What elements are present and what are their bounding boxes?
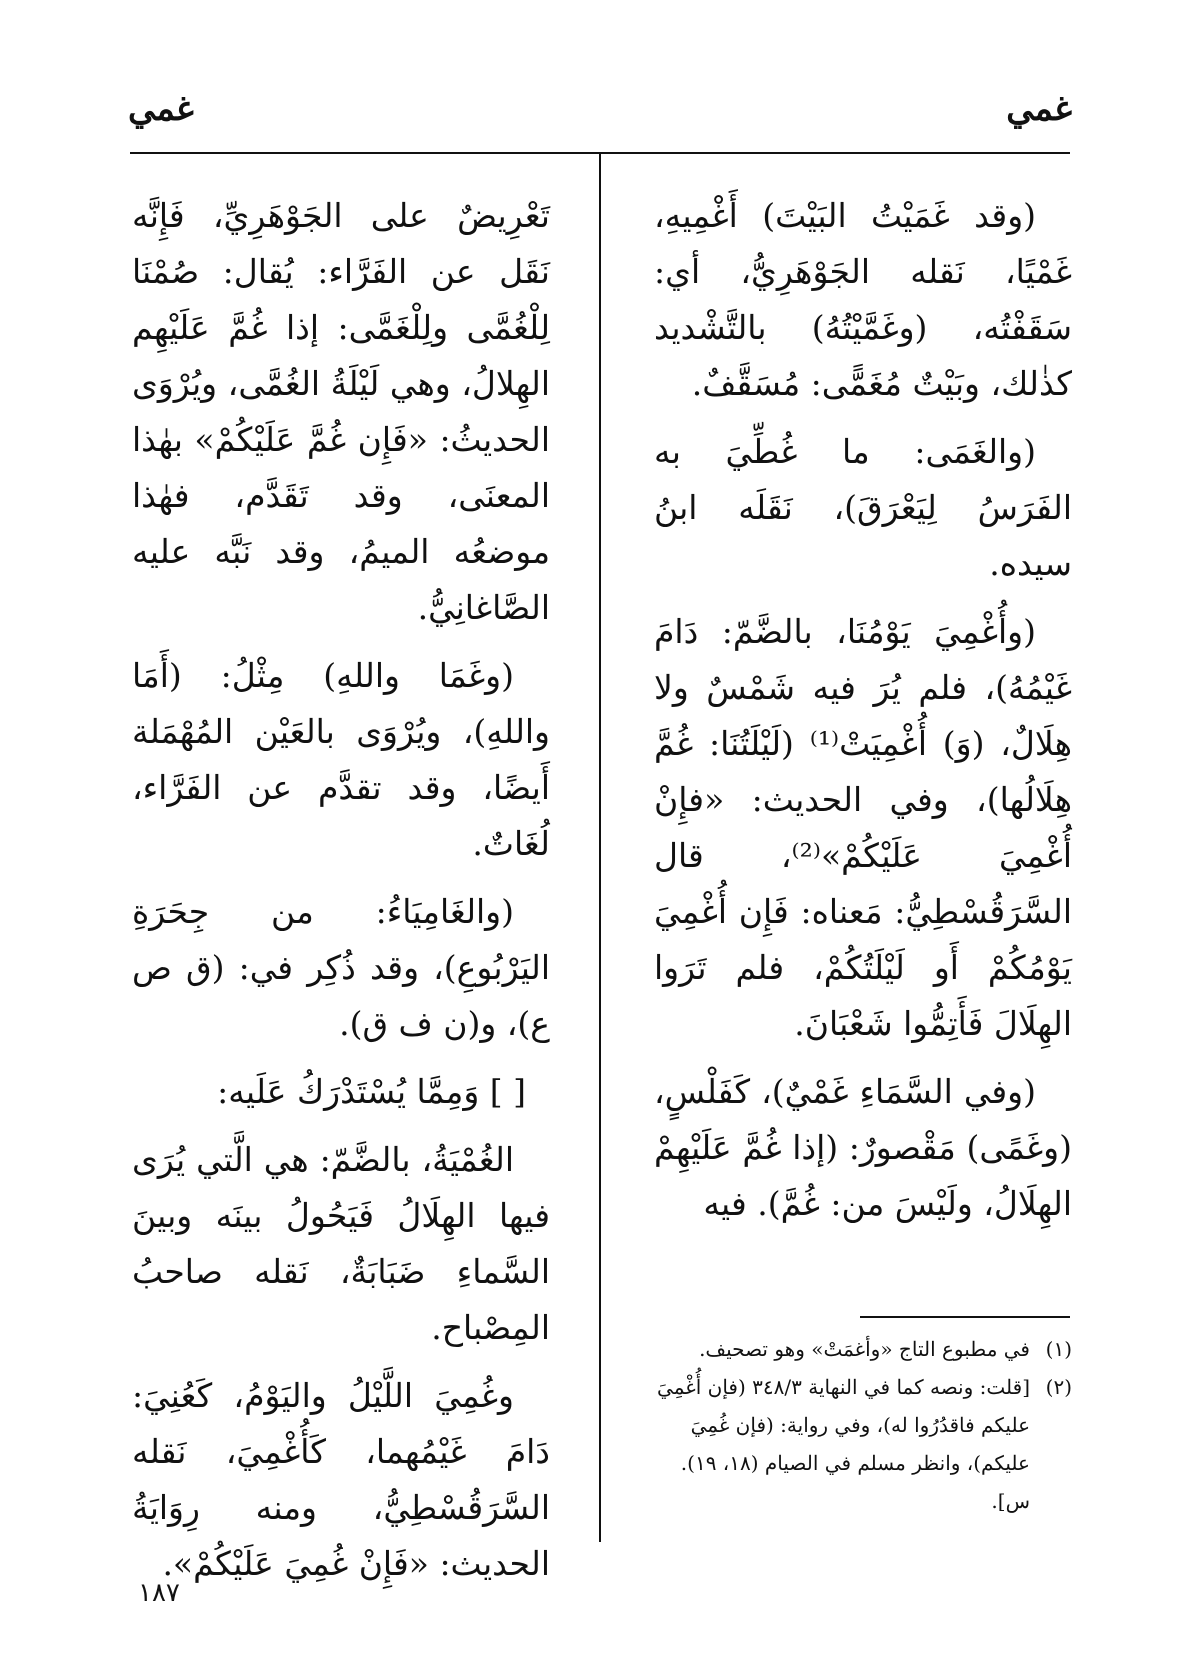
entry-paragraph: (وأُغْمِيَ يَوْمُنَا، بالضَّمّ: دَامَ غَيْمُهُ)، فلم يُرَ فيه شَمْسٌ ولا هِلَالٌ، (وَ) أُغْمِيَتْ⁽¹⁾ (لَيْلَتُنَا: غُمَّ هِلَالُها)، وفي الحديث: «فإِنْ أُغْمِيَ عَلَيْكُمْ»⁽²⁾، قال السَّرَقُسْطِيُّ: مَعناه: فَإِن أُغْمِيَ يَوْمُكُمْ أَو لَيْلَتُكُمْ، فلم تَرَوا الهِلَالَ فَأَتِمُّوا شَعْبَانَ. xyxy=(654,612,1072,1043)
entry-paragraph: (وقد غَمَيْتُ البَيْتَ) أَغْمِيهِ، غَمْيًا، نَقله الجَوْهَرِيُّ، أي: سَقَفْتُه، (وغَمَّيْتُهُ) بالتَّشْديد كذٰلك، وبَيْتٌ مُغَمًّى: مُسَقَّفٌ. xyxy=(654,196,1072,403)
left-column xyxy=(132,188,550,1604)
entry-paragraph: تَعْرِيضٌ على الجَوْهَرِيِّ، فَإِنَّه نَقَل عن الفَرَّاء: يُقال: صُمْنَا لِلْغُمَّى ولِلْغَمَّى: إذا غُمَّ عَلَيْهِم الهِلالُ، وهي لَيْلَةُ الغُمَّى، ويُرْوَى الحديثُ: «فَإِن غُمَّ عَلَيْكُمْ» بهٰذا المعنَى، وقد تَقَدَّم، فهٰذا موضعُه الميمُ، وقد نَبَّه عليه الصَّاغانِيُّ. xyxy=(132,196,550,627)
column-divider xyxy=(599,152,601,1542)
addendum-heading: [ ] وَمِمَّا يُسْتَدْرَكُ عَلَيه: xyxy=(217,1072,526,1111)
right-column xyxy=(654,188,1072,1244)
page-number: ١٨٧ xyxy=(138,1578,180,1608)
header-right-word: غمي xyxy=(1006,89,1072,129)
entry-paragraph: (والغَامِيَاءُ: من جِحَرَةِ اليَرْبُوعِ)، وقد ذُكِر في: (ق ص ع)، و(ن ف ق). xyxy=(132,892,550,1043)
footnote-text: [قلت: ونصه كما في النهاية ٣٤٨/٣ (فإن أُغْمِيَ عليكم فاقدُرُوا له)، وفي رواية: (فإن غُمِيَ عليكم)، وانظر مسلم في الصيام (١٨، ١٩). س]. xyxy=(657,1375,1030,1513)
footnote xyxy=(654,1330,1072,1368)
entry-paragraph: وغُمِيَ اللَّيْلُ واليَوْمُ، كَعُنِيَ: دَامَ غَيْمُهما، كَأُغْمِيَ، نَقله السَّرَقُسْطِيُّ، ومنه رِوَايَةُ الحديث: «فَإِنْ غُمِيَ عَلَيْكُمْ». xyxy=(132,1376,550,1583)
entry-paragraph: (والغَمَى: ما غُطِّيَ به الفَرَسُ لِيَعْرَقَ)، نَقَلَه ابنُ سيده. xyxy=(654,432,1072,583)
footnote-divider xyxy=(860,1316,1070,1318)
entry-paragraph: (وغَمَا واللهِ) مِثْلُ: (أَمَا واللهِ)، ويُرْوَى بالعَيْن المُهْمَلة أَيضًا، وقد تقدَّم عن الفَرَّاء، لُغَاتٌ. xyxy=(132,656,550,863)
entry-paragraph: (وفي السَّمَاءِ غَمْيٌ)، كَفَلْسٍ، (وغَمًى) مَقْصورٌ: (إذا غُمَّ عَلَيْهِمْ الهِلَالُ، ولَيْسَ من: غُمَّ). فيه xyxy=(654,1072,1072,1223)
footnotes xyxy=(654,1330,1072,1520)
entry-paragraph: الغُمْيَةُ، بالضَّمّ: هي الَّتي يُرَى فيها الهِلَالُ فَيَحُولُ بينَه وبينَ السَّماءِ ضَبَابَةٌ، نَقله صاحبُ المِصْباح. xyxy=(132,1140,550,1347)
footnote-text: في مطبوع التاج «وأغمَتْ» وهو تصحيف. xyxy=(699,1337,1030,1361)
footnote-number: (١) xyxy=(1045,1337,1072,1361)
header-left-word: غمي xyxy=(128,89,194,129)
footnote-number: (٢) xyxy=(1045,1375,1072,1399)
footnote xyxy=(654,1368,1072,1520)
